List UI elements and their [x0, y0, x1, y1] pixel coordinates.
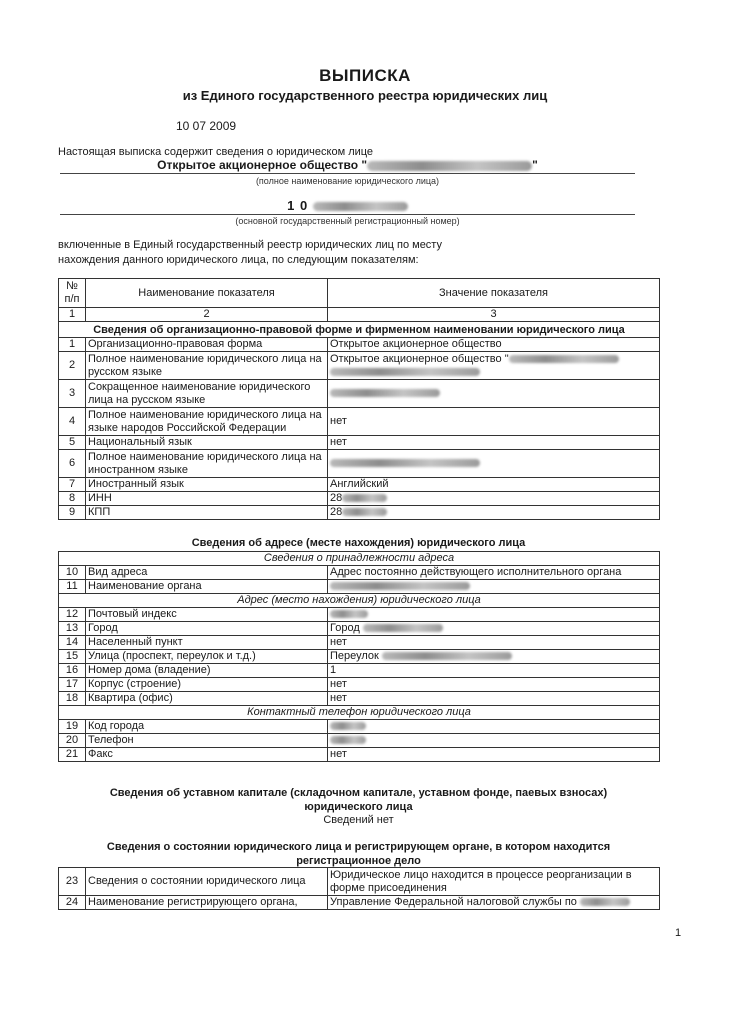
- intro-text: Настоящая выписка содержит сведения о юридическом лице: [58, 146, 374, 158]
- row-value: Открытое акционерное общество: [328, 338, 660, 352]
- table-row: [59, 408, 660, 436]
- row-number: 1: [59, 338, 86, 352]
- registry-table-1: [58, 278, 660, 520]
- table-row: [59, 478, 660, 492]
- subsection-contact-phone: Контактный телефон юридического лица: [59, 706, 660, 720]
- row-name: Телефон: [86, 734, 328, 748]
- table-row: [59, 450, 660, 478]
- redacted-ogrn: [313, 202, 408, 211]
- row-value: [328, 608, 660, 622]
- ogrn-prefix: 1 0: [287, 198, 309, 213]
- table-row: [59, 896, 660, 910]
- section-heading-address: Сведения об адресе (месте нахождения) юридического лица: [191, 537, 526, 549]
- column-header-num: № п/п: [59, 279, 86, 308]
- row-number: 8: [59, 492, 86, 506]
- document-title: ВЫПИСКА: [319, 66, 411, 85]
- extract-date: 10 07 2009: [176, 119, 237, 133]
- column-header-name: Наименование показателя: [86, 279, 328, 308]
- row-value: нет: [328, 748, 660, 762]
- description-line-1: включенные в Единый государственный реестр юридических лиц по месту: [58, 239, 442, 251]
- row-number: 19: [59, 720, 86, 734]
- description: [58, 238, 558, 268]
- table-row: [59, 580, 660, 594]
- registry-table-state: [58, 867, 660, 910]
- row-value: [328, 734, 660, 748]
- section-heading-legal-form: Сведения об организационно-правовой форме и фирменном наименовании юридического лица: [59, 322, 660, 338]
- redacted-value: [363, 624, 443, 632]
- row-name: Организационно-правовая форма: [86, 338, 328, 352]
- table-row: [59, 636, 660, 650]
- row-name: Сведения о состоянии юридического лица: [86, 868, 328, 896]
- subsection-address-ownership: Сведения о принадлежности адреса: [59, 552, 660, 566]
- company-name-caption: (полное наименование юридического лица): [255, 176, 440, 186]
- row-name: Полное наименование юридического лица на русском языке: [86, 352, 328, 380]
- row-name: Корпус (строение): [86, 678, 328, 692]
- row-value: [328, 650, 660, 664]
- redacted-value: [330, 459, 480, 467]
- redacted-value: [330, 389, 440, 397]
- row-name: КПП: [86, 506, 328, 520]
- row-number: 14: [59, 636, 86, 650]
- row-value: нет: [328, 408, 660, 436]
- redacted-value: [509, 355, 619, 363]
- row-number: 16: [59, 664, 86, 678]
- row-name: Иностранный язык: [86, 478, 328, 492]
- row-name: Полное наименование юридического лица на языке народов Российской Федерации: [86, 408, 328, 436]
- row-number: 7: [59, 478, 86, 492]
- row-value: [328, 896, 660, 910]
- row-value: Юридическое лицо находится в процессе реорганизации в форме присоединения: [328, 868, 660, 896]
- redacted-value: [330, 368, 480, 376]
- row-value: [328, 622, 660, 636]
- row-value-text: 28: [330, 506, 343, 518]
- row-name: Код города: [86, 720, 328, 734]
- section-heading-capital: [58, 786, 659, 814]
- row-name: Наименование регистрирующего органа,: [86, 896, 328, 910]
- table-row: [59, 566, 660, 580]
- column-header-value: Значение показателя: [328, 279, 660, 308]
- index-cell: 3: [328, 308, 660, 322]
- row-number: 24: [59, 896, 86, 910]
- row-value: [328, 380, 660, 408]
- row-number: 17: [59, 678, 86, 692]
- table-row: [59, 352, 660, 380]
- row-name: Национальный язык: [86, 436, 328, 450]
- table-row: [59, 664, 660, 678]
- row-value: [328, 720, 660, 734]
- table-row: [59, 380, 660, 408]
- table-row: [59, 492, 660, 506]
- subsection-address-location: Адрес (место нахождения) юридического лица: [59, 594, 660, 608]
- row-value-text: Переулок: [330, 650, 379, 662]
- row-name: Наименование органа: [86, 580, 328, 594]
- redacted-value: [382, 652, 512, 660]
- table-row: [59, 506, 660, 520]
- ogrn-caption: (основной государственный регистрационный номер): [235, 216, 460, 226]
- row-name: Номер дома (владение): [86, 664, 328, 678]
- row-value-text: Город: [330, 622, 360, 634]
- section-capital-line-2: юридического лица: [304, 801, 413, 813]
- redacted-value: [330, 610, 368, 618]
- row-value-text: Открытое акционерное общество ": [330, 352, 509, 365]
- table-row: [59, 622, 660, 636]
- row-value: [328, 492, 660, 506]
- redacted-value: [580, 898, 630, 906]
- redacted-value: [330, 722, 366, 730]
- table-row: [59, 720, 660, 734]
- row-number: 21: [59, 748, 86, 762]
- row-name: Квартира (офис): [86, 692, 328, 706]
- document-subtitle: из Единого государственного реестра юридических лиц: [182, 88, 548, 103]
- table-row: [59, 734, 660, 748]
- section-state-line-1: Сведения о состоянии юридического лица и регистрирующем органе, в котором находится: [106, 841, 611, 853]
- row-number: 6: [59, 450, 86, 478]
- row-value: 1: [328, 664, 660, 678]
- section-state-line-2: регистрационное дело: [296, 855, 421, 867]
- row-value: Адрес постоянно действующего исполнительного органа: [328, 566, 660, 580]
- row-number: 2: [59, 352, 86, 380]
- table-index-row: [59, 308, 660, 322]
- row-number: 18: [59, 692, 86, 706]
- row-number: 11: [59, 580, 86, 594]
- row-name: Город: [86, 622, 328, 636]
- company-full-name: [60, 158, 635, 174]
- redacted-value: [342, 494, 387, 502]
- row-value: [328, 450, 660, 478]
- row-name: Вид адреса: [86, 566, 328, 580]
- row-number: 20: [59, 734, 86, 748]
- redacted-value: [330, 582, 470, 590]
- redacted-company-name: [367, 161, 532, 171]
- row-number: 23: [59, 868, 86, 896]
- section-capital-line-1: Сведения об уставном капитале (складочном капитале, уставном фонде, паевых взносах): [109, 787, 608, 799]
- registry-table-address: [58, 551, 660, 762]
- table-row: [59, 338, 660, 352]
- page-number: 1: [675, 927, 682, 939]
- row-name: Почтовый индекс: [86, 608, 328, 622]
- table-row: [59, 748, 660, 762]
- row-number: 9: [59, 506, 86, 520]
- row-number: 12: [59, 608, 86, 622]
- table-row: [59, 692, 660, 706]
- table-header-row: [59, 279, 660, 308]
- section-heading-state: [58, 840, 659, 868]
- row-name: Улица (проспект, переулок и т.д.): [86, 650, 328, 664]
- capital-value: Сведений нет: [323, 814, 394, 826]
- index-cell: 1: [59, 308, 86, 322]
- row-name: Населенный пункт: [86, 636, 328, 650]
- redacted-value: [342, 508, 387, 516]
- row-value-text: Управление Федеральной налоговой службы по: [330, 896, 577, 908]
- table-row: [59, 608, 660, 622]
- company-name-prefix: Открытое акционерное общество ": [157, 158, 368, 172]
- row-value: нет: [328, 636, 660, 650]
- row-name: ИНН: [86, 492, 328, 506]
- row-number: 10: [59, 566, 86, 580]
- table-row: [59, 868, 660, 896]
- row-value: Английский: [328, 478, 660, 492]
- table-row: [59, 678, 660, 692]
- row-number: 4: [59, 408, 86, 436]
- redacted-value: [330, 736, 366, 744]
- row-number: 15: [59, 650, 86, 664]
- row-value: [328, 506, 660, 520]
- row-number: 13: [59, 622, 86, 636]
- table-row: [59, 650, 660, 664]
- row-value-text: 28: [330, 492, 343, 504]
- ogrn-number: [60, 198, 635, 215]
- row-number: 5: [59, 436, 86, 450]
- table-row: [59, 436, 660, 450]
- row-value: [328, 352, 660, 380]
- description-line-2: нахождения данного юридического лица, по следующим показателям:: [58, 254, 419, 266]
- company-name-suffix: ": [532, 158, 538, 172]
- row-number: 3: [59, 380, 86, 408]
- index-cell: 2: [86, 308, 328, 322]
- row-value: [328, 580, 660, 594]
- row-name: Сокращенное наименование юридического лица на русском языке: [86, 380, 328, 408]
- row-name: Факс: [86, 748, 328, 762]
- row-value: нет: [328, 692, 660, 706]
- row-value: нет: [328, 436, 660, 450]
- row-value: нет: [328, 678, 660, 692]
- row-name: Полное наименование юридического лица на иностранном языке: [86, 450, 328, 478]
